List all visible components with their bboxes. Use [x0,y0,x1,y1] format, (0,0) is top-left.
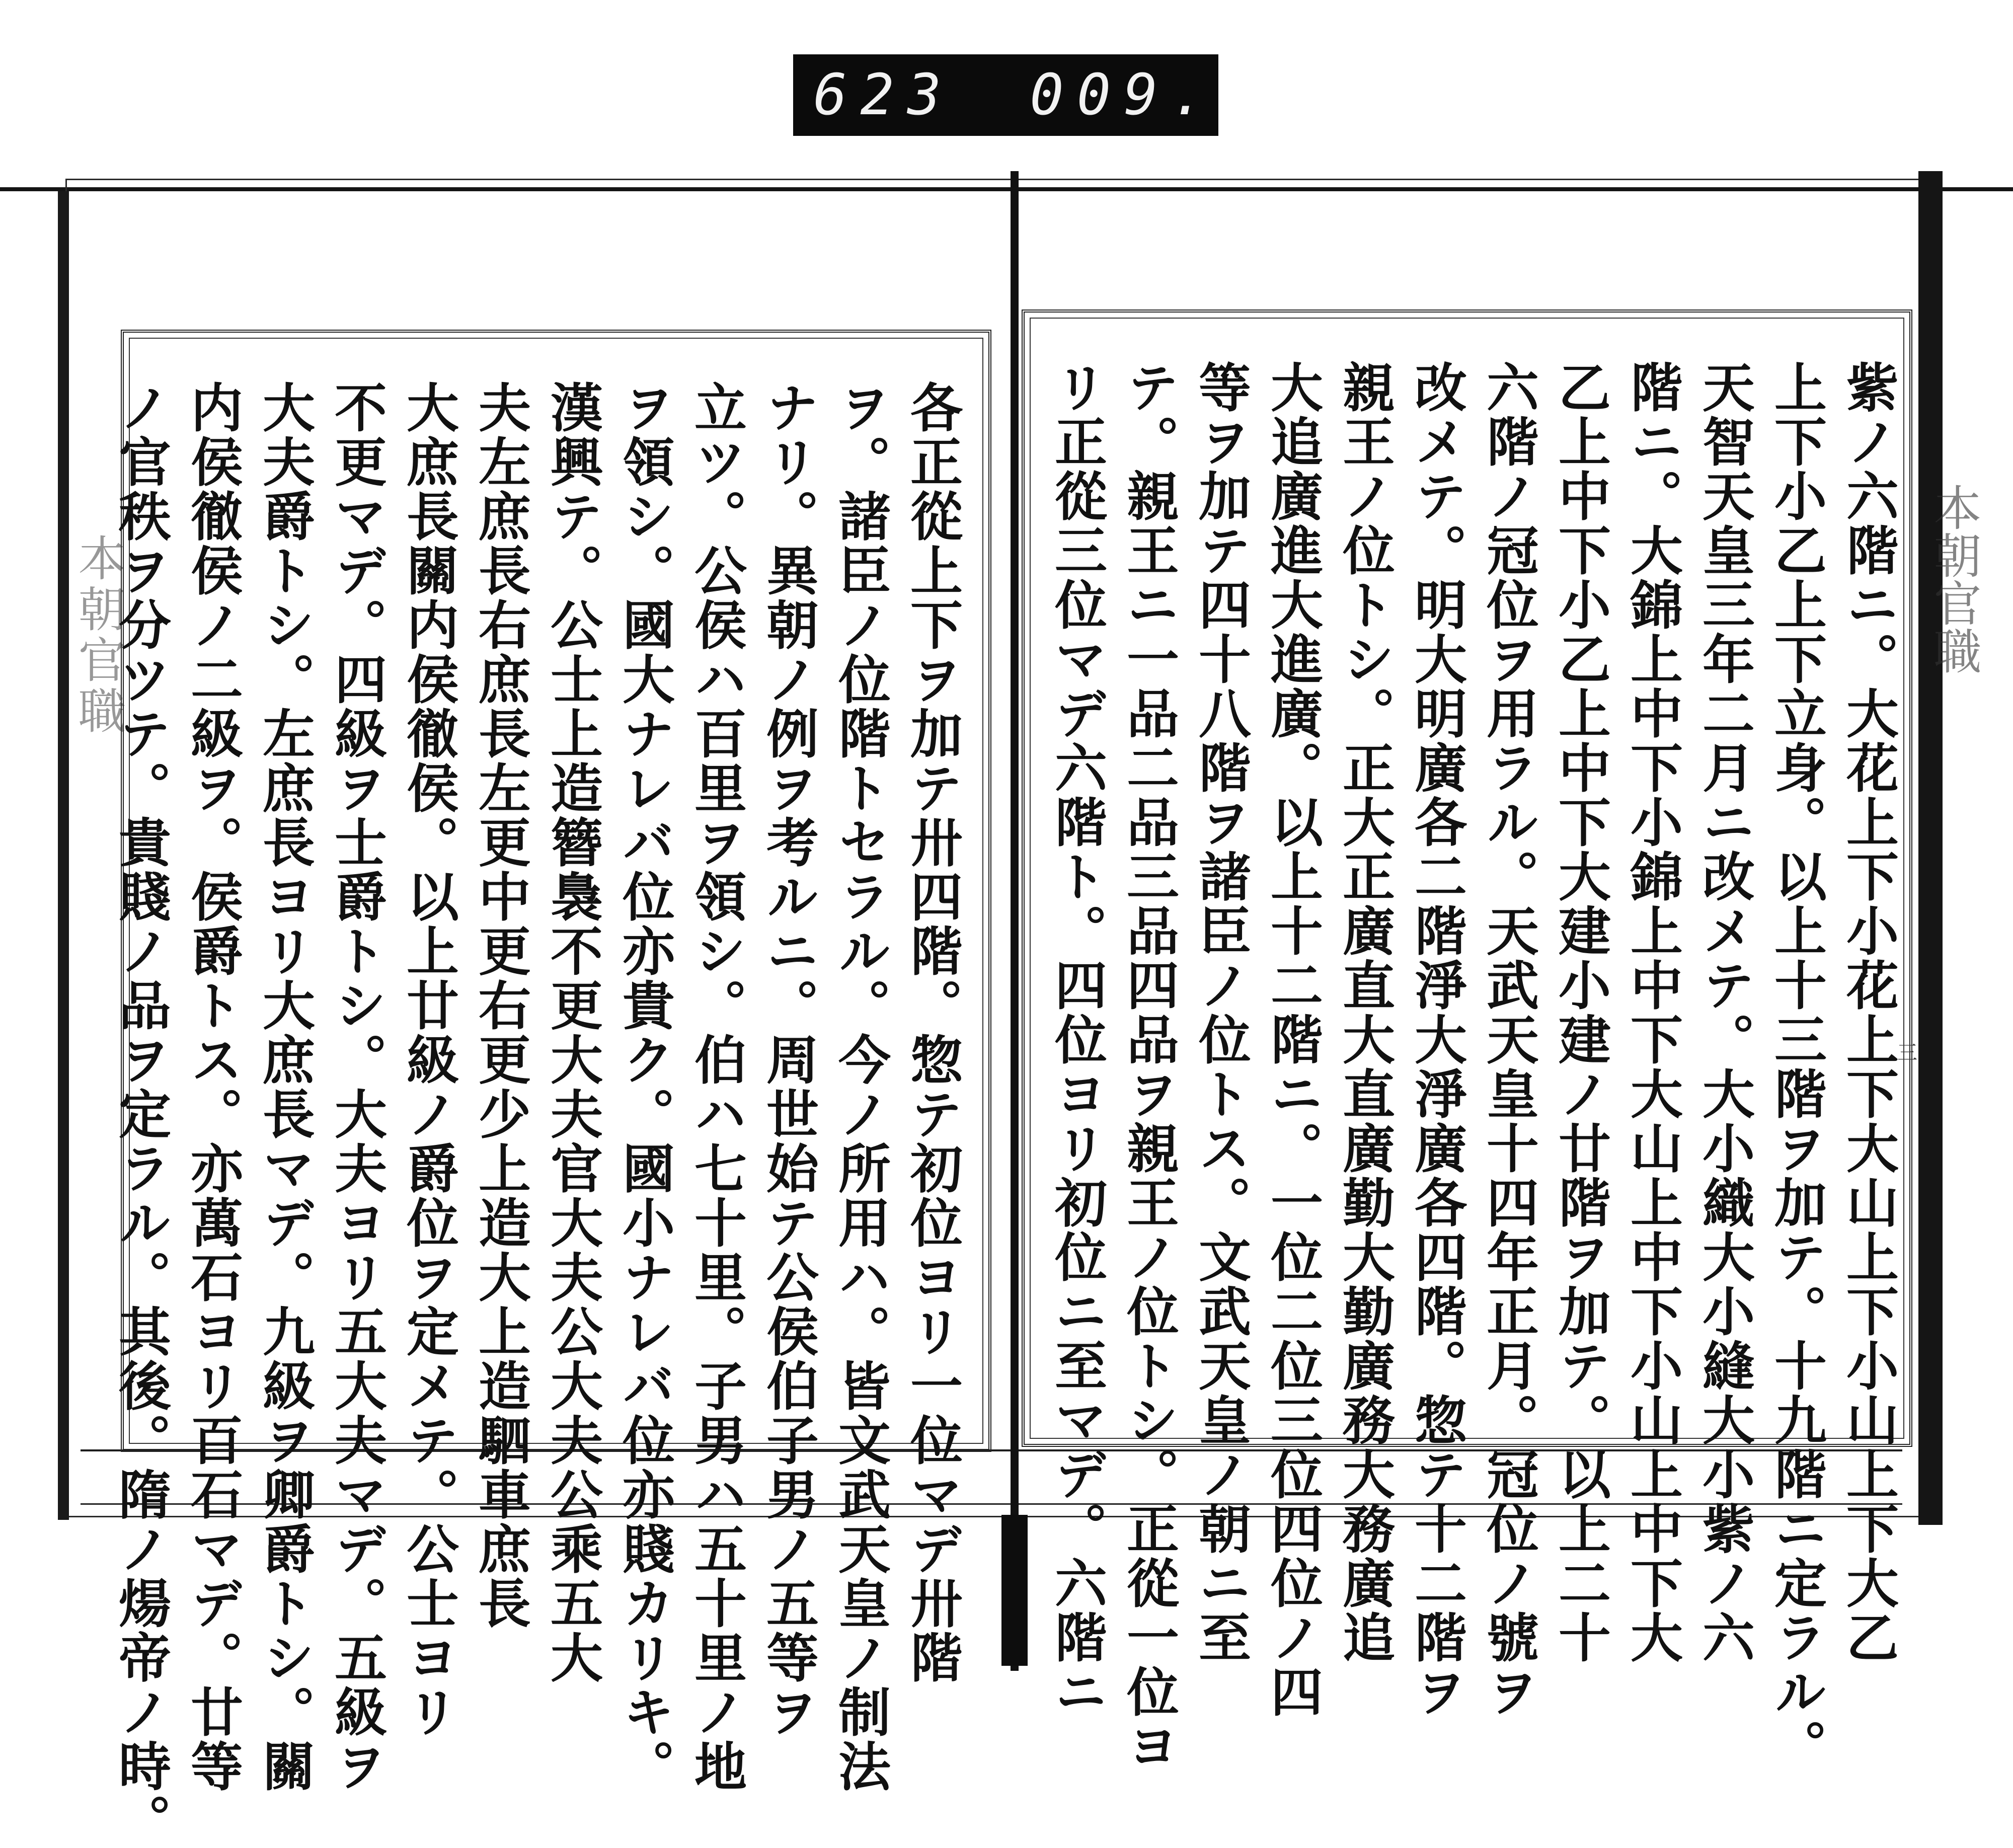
right-page-text [1044,360,1904,1774]
right-column: 大追廣進大進廣。以上十二階ニ。一位二位三位四位ノ四 [1262,360,1324,1719]
right-column: 紫ノ六階ニ。大花上下小花上下大山上下小山上下大乙 [1837,360,1899,1665]
right-column: 天智天皇三年二月ニ改メテ。大小織大小縫大小紫ノ六 [1693,360,1755,1665]
right-column: 親王ノ位トシ。正大正廣直大直廣勤大勤廣務大務廣追 [1334,360,1396,1665]
left-column: ノ官秩ヲ分ツテ。貴賤ノ品ヲ定ラル。其後。隋ノ煬帝ノ時。 [110,380,172,1848]
right-column: テ。親王ニ一品二品三品四品ヲ親王ノ位トシ。正從一位ヨ [1118,360,1180,1774]
frame-number: 009. [1030,62,1218,128]
right-page [1022,310,1912,1774]
left-column: 立ツ。公侯ハ百里ヲ領シ。伯ハ七十里。子男ハ五十里ノ地 [685,380,747,1794]
right-column: 六階ノ冠位ヲ用ラル。天武天皇十四年正月。冠位ノ號ヲ [1478,360,1539,1719]
right-column: 等ヲ加テ四十八階ヲ諸臣ノ位トス。文武天皇ノ朝ニ至 [1190,360,1252,1665]
left-margin-title: 本朝官職 [70,533,126,737]
left-column: ナリ。異朝ノ例ヲ考ルニ。周世始テ公侯伯子男ノ五等ヲ [757,380,819,1739]
left-column: 夫左庶長右庶長左更中更右更少上造大上造駟車庶長 [470,380,531,1631]
page-marker: 三 [1897,1041,1917,1064]
right-column: 乙上中下小乙上中下大建小建ノ廿階ヲ加テ。以上二十 [1550,360,1611,1665]
left-column: 内侯徹侯ノ二級ヲ。侯爵トス。亦萬石ヨリ百石マデ。廿等 [182,380,244,1794]
right-column: 上下小乙上下立身。以上十三階ヲ加テ。十九階ニ定ラル。 [1765,360,1827,1774]
left-page [110,330,991,1848]
right-column: リ正從三位マデ六階ト。四位ヨリ初位ニ至マデ。六階ニ [1046,360,1108,1719]
left-column: ヲ。諸臣ノ位階トセラル。今ノ所用ハ。皆文武天皇ノ制法 [829,380,891,1794]
left-column: 各正從上下ヲ加テ卅四階。惣テ初位ヨリ一位マデ卅階 [901,380,963,1685]
left-column: 漢興テ。公士上造簪裊不更大夫官大夫公大夫公乘五大 [541,380,603,1685]
gutter-binding-tab [1001,1515,1028,1666]
left-column: ヲ領シ。國大ナレバ位亦貴ク。國小ナレバ位亦賤カリキ。 [613,380,675,1794]
left-column: 不更マデ。四級ヲ士爵トシ。大夫ヨリ五大夫マデ。五級ヲ [326,380,388,1794]
left-column: 大庶長關内侯徹侯。以上廿級ノ爵位ヲ定メテ。公士ヨリ [398,380,459,1739]
right-margin-title: 本朝官職 [1926,483,1981,674]
reel-number: 623 [813,62,955,128]
right-column: 階ニ。大錦上中下小錦上中下大山上中下小山上中下大 [1621,360,1683,1665]
left-page-text [110,380,968,1848]
right-column: 改メテ。明大明廣各二階淨大淨廣各四階。惣テ十二階ヲ [1406,360,1467,1719]
book-gutter [1011,171,1019,1671]
film-frame-label [793,54,1218,136]
left-column: 大夫爵トシ。左庶長ヨリ大庶長マデ。九級ヲ卿爵トシ。關 [254,380,316,1794]
